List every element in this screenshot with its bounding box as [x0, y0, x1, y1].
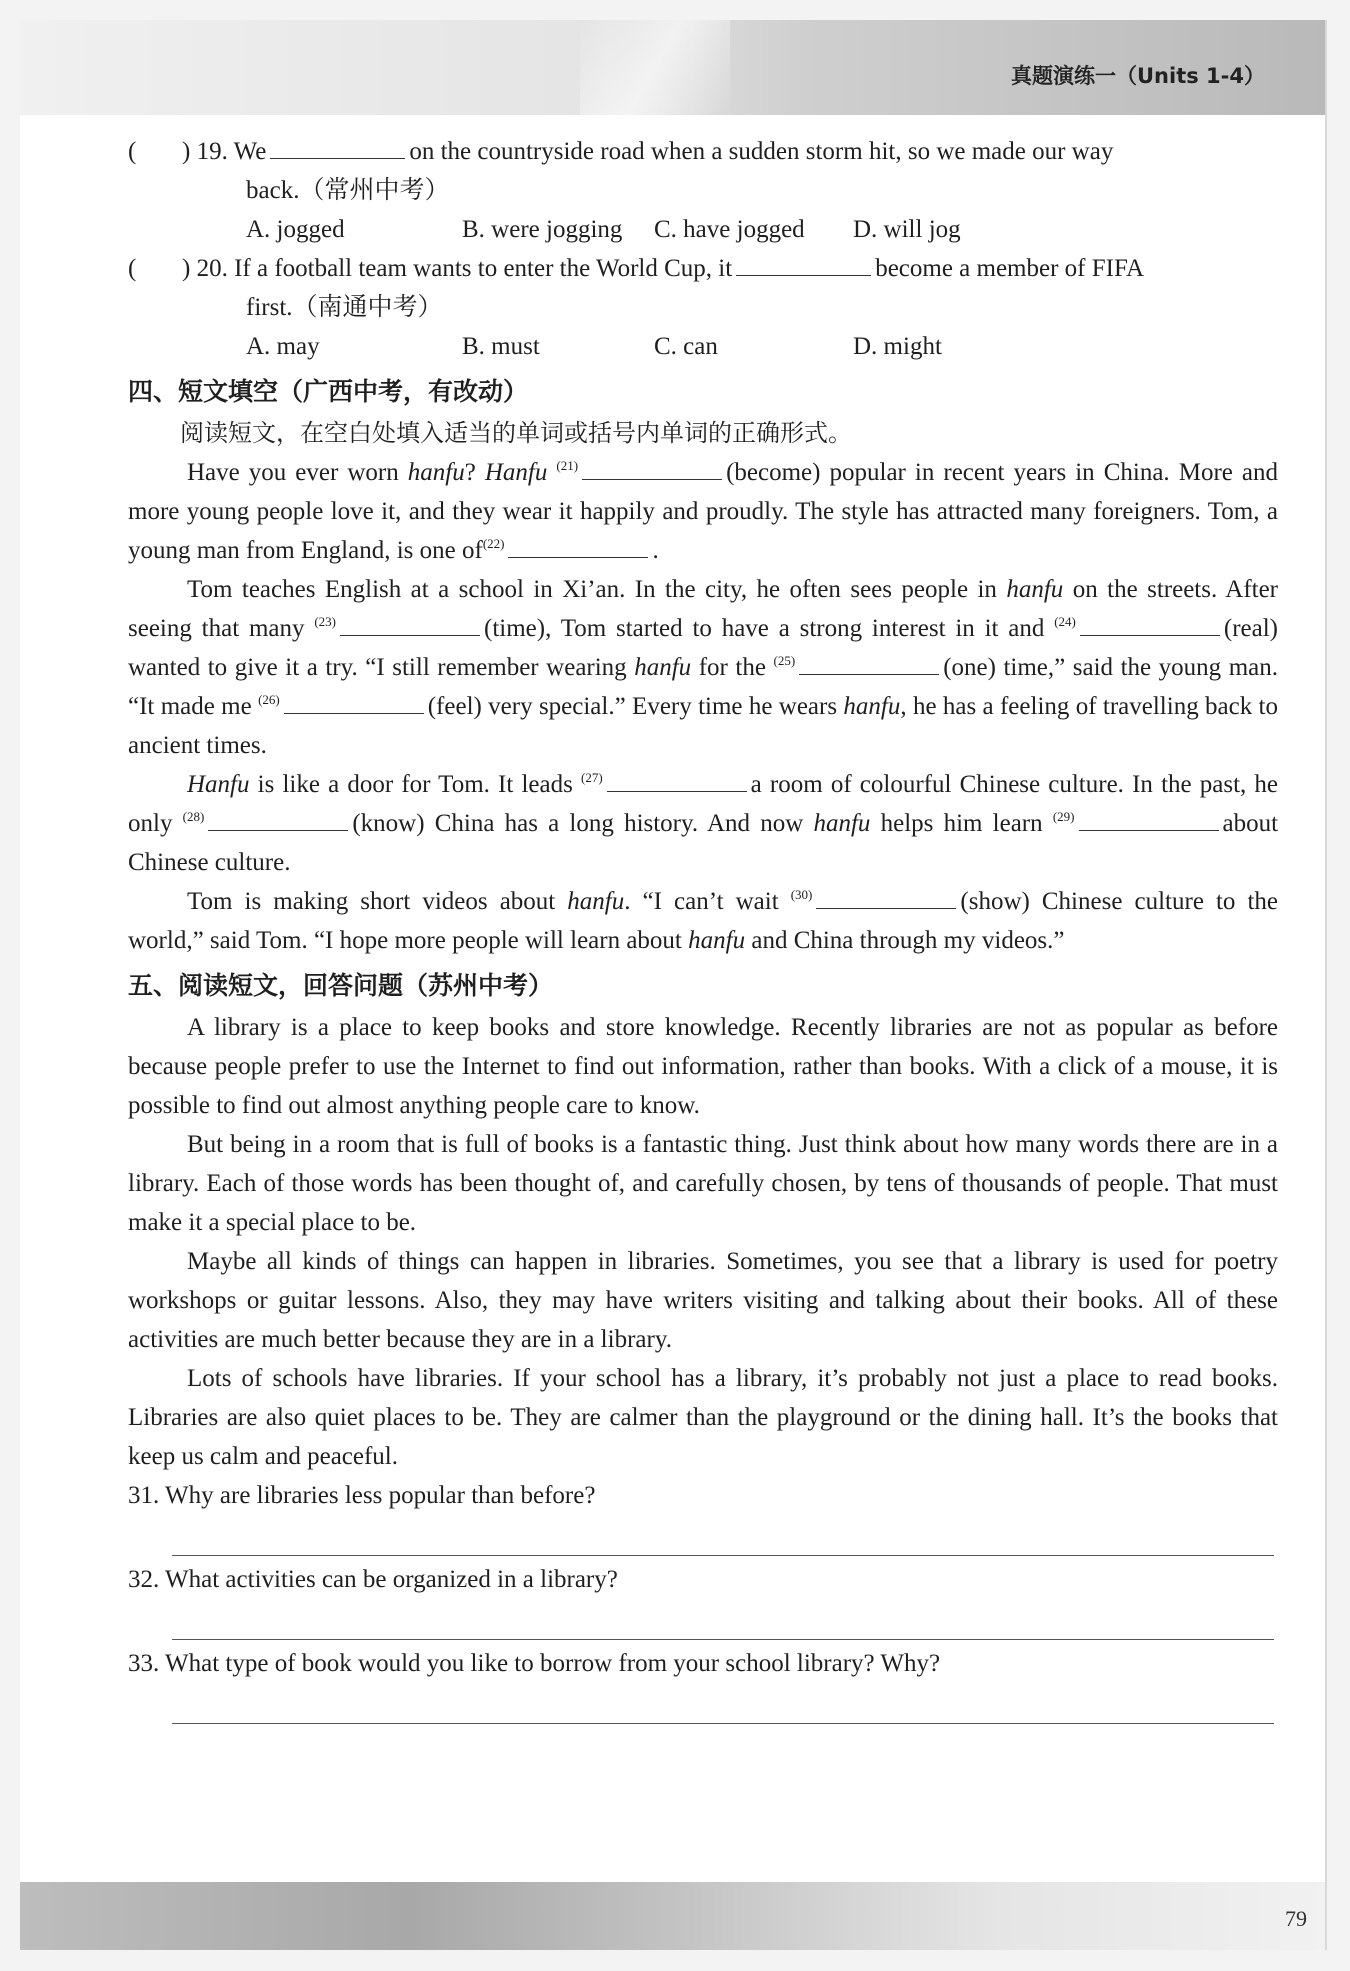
blank-30[interactable] — [816, 884, 956, 909]
blank-24[interactable] — [1080, 611, 1220, 636]
page-number: 79 — [1285, 1906, 1307, 1931]
question-33: 33. What type of book would you like to borrow from your school library? Why? — [128, 1650, 941, 1677]
option-c: C. have jogged — [654, 216, 805, 243]
blank-28[interactable] — [208, 806, 348, 831]
question-19 — [128, 132, 1278, 171]
question-19-stem: ) 19. We on the countryside road when a sudden storm hit, so we made our way — [182, 132, 1113, 171]
cloze-paragraph-4: Tom is making short videos about hanfu. “I can’t wait $^{(30)}$ (show) Chinese culture to the world,” said Tom. “I hope more people will learn about hanfu and China through my videos.” — [128, 882, 1278, 960]
option-c: C. can — [654, 333, 718, 360]
question-20-continuation: first.（南通中考） — [246, 294, 443, 321]
reading-paragraph-1: A library is a place to keep books and store knowledge. Recently libraries are not as popular as before because people prefer to use the Internet to find out information, rather than books. With a click of a mouse, it is possible to find out almost anything people care to know. — [128, 1014, 1278, 1119]
cloze-paragraph-1: Have you ever worn hanfu? Hanfu $^{(21)}$ (become) popular in recent years in China. More and more young people love it, and they wear it happily and proudly. The style has attracted many foreigners. Tom, a young man from England, is one $of^{(22)}$ . — [128, 453, 1278, 570]
section-4-title: 四、短文填空（广西中考，有改动） — [128, 377, 529, 406]
option-d: D. will jog — [853, 216, 961, 243]
option-d: D. might — [853, 333, 942, 360]
question-19-continuation: back.（常州中考） — [246, 177, 450, 204]
answer-paren-open: ( — [128, 138, 137, 165]
option-b: B. must — [462, 333, 540, 360]
footer-band — [20, 1882, 1325, 1950]
answer-line-33[interactable] — [172, 1683, 1274, 1724]
workbook-page — [20, 20, 1327, 1950]
answer-blank[interactable] — [270, 134, 405, 159]
reading-paragraph-3: Maybe all kinds of things can happen in libraries. Sometimes, you see that a library is used for poetry workshops or guitar lessons. Also, they may have writers visiting and talking about their books. All of these activities are much better because they are in a library. — [128, 1248, 1278, 1353]
header-band — [20, 20, 1325, 115]
section-4-instruction: 阅读短文，在空白处填入适当的单词或括号内单词的正确形式。 — [180, 419, 852, 447]
blank-25[interactable] — [799, 650, 939, 675]
answer-blank[interactable] — [736, 251, 871, 276]
option-a: A. may — [246, 333, 320, 360]
blank-22[interactable] — [508, 533, 648, 558]
question-20-stem: ) 20. If a football team wants to enter the World Cup, it become a member of FIFA — [182, 249, 1144, 288]
cloze-paragraph-3: Hanfu is like a door for Tom. It leads $^{(27)}$ a room of colourful Chinese culture. In the past, he only $^{(28)}$ (know) China has a long history. And now hanfu helps him learn $^{(29)}$ about Chinese culture. — [128, 765, 1278, 882]
blank-23[interactable] — [340, 611, 480, 636]
blank-21[interactable] — [582, 455, 722, 480]
blank-26[interactable] — [284, 689, 424, 714]
answer-paren-open: ( — [128, 255, 137, 282]
option-a: A. jogged — [246, 216, 345, 243]
page-content — [128, 132, 1278, 1724]
section-5-title: 五、阅读短文，回答问题（苏州中考） — [128, 971, 554, 1000]
reading-paragraph-2: But being in a room that is full of books is a fantastic thing. Just think about how many words there are in a library. Each of those words has been thought of, and carefully chosen, by tens of thousands of people. That must make it a special place to be. — [128, 1131, 1278, 1236]
question-19-options — [128, 210, 1278, 249]
running-header: 真题演练一（Units 1-4） — [1011, 64, 1265, 88]
blank-29[interactable] — [1079, 806, 1219, 831]
question-32: 32. What activities can be organized in a library? — [128, 1566, 618, 1593]
question-20-options — [128, 327, 1278, 366]
question-31: 31. Why are libraries less popular than before? — [128, 1482, 596, 1509]
reading-paragraph-4: Lots of schools have libraries. If your school has a library, it’s probably not just a place to read books. Libraries are also quiet places to be. They are calmer than the playground or the dining hall. It’s the books that keep us calm and peaceful. — [128, 1365, 1278, 1470]
answer-line-31[interactable] — [172, 1515, 1274, 1556]
answer-line-32[interactable] — [172, 1599, 1274, 1640]
blank-27[interactable] — [607, 767, 747, 792]
cloze-paragraph-2: Tom teaches English at a school in Xi’an. In the city, he often sees people in hanfu on the streets. After seeing that many $^{(23)}$ (time), Tom started to have a strong interest in it and $^{(24)}$ (real) wanted to give it a try. “I still remember wearing hanfu for the $^{(25)}$ (one) time,” said the young man. “It made me $^{(26)}$ (feel) very special.” Every time he wears hanfu, he has a feeling of travelling back to ancient times. — [128, 576, 1279, 759]
question-20 — [128, 249, 1278, 288]
option-b: B. were jogging — [462, 216, 623, 243]
